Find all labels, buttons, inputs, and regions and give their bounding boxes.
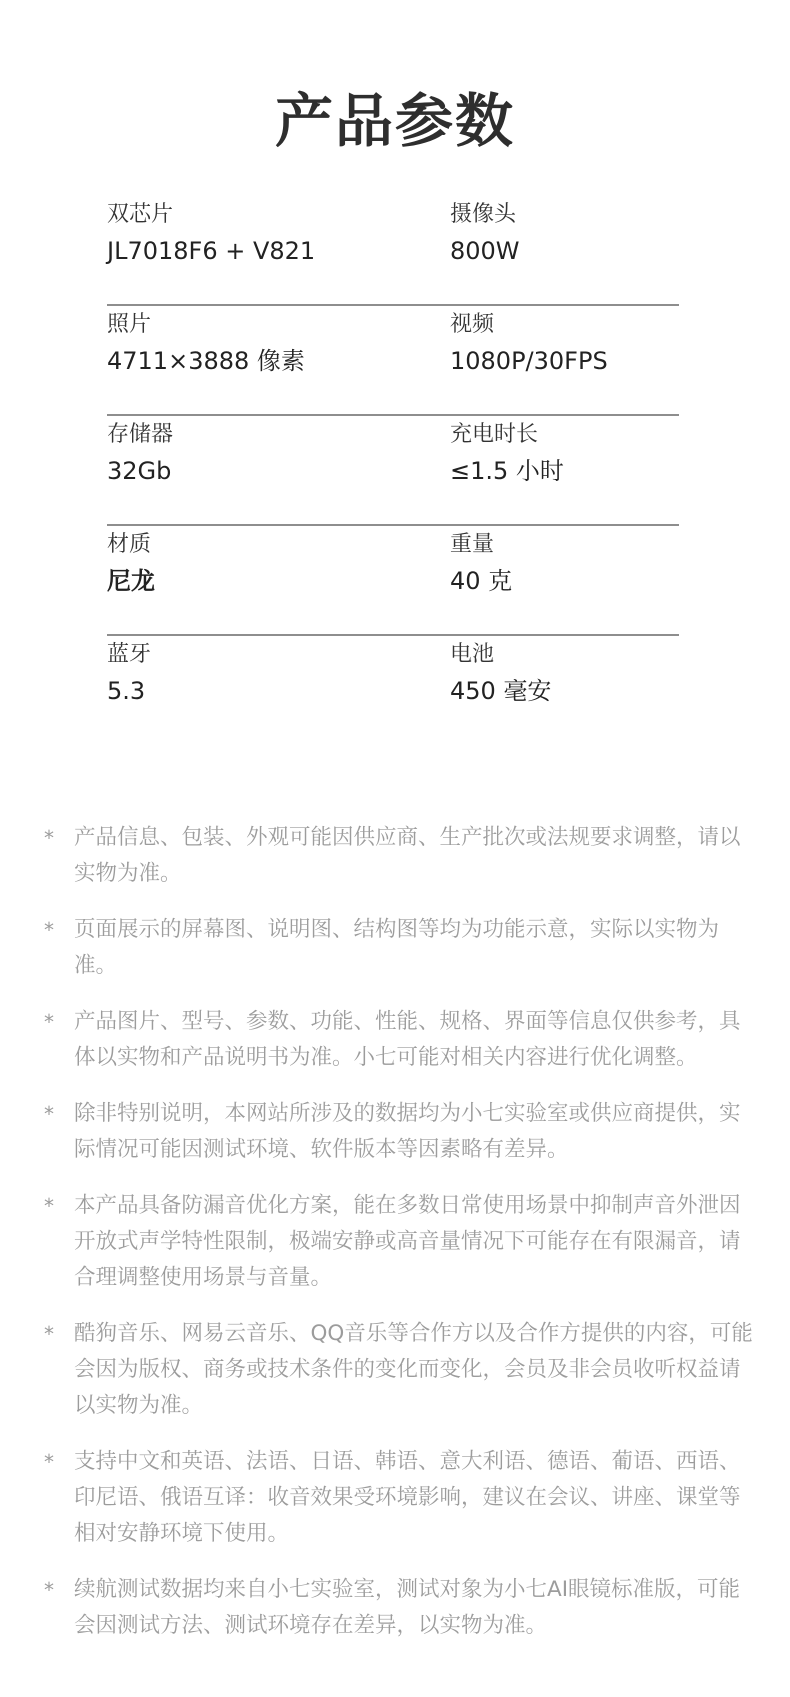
spec-label: 电池 [450,642,495,667]
spec-value: 32Gb [107,457,172,485]
note-item [40,820,755,892]
spec-row [107,636,679,746]
note-item [40,1316,755,1424]
page-title: 产品参数 [274,86,515,155]
spec-label: 重量 [450,532,495,557]
spec-chip [107,196,315,268]
note-item [40,912,755,984]
note-item [40,1572,755,1644]
spec-charge-time [450,416,564,488]
spec-label: 照片 [107,312,152,337]
spec-value: 450 毫安 [450,677,552,705]
note-text: 支持中文和英语、法语、日语、韩语、意大利语、德语、葡语、西语、印尼语、俄语互译：收音效果受环境影响，建议在会议、讲座、课堂等相对安静环境下使用。 [74,1449,741,1546]
spec-row [107,196,679,306]
spec-label: 蓝牙 [107,642,152,667]
note-item [40,1004,755,1076]
spec-battery [450,636,551,708]
asterisk-icon: * [44,1450,54,1474]
spec-photo [107,306,305,378]
spec-row [107,306,679,416]
asterisk-icon: * [44,1102,54,1126]
note-text: 本产品具备防漏音优化方案，能在多数日常使用场景中抑制声音外泄因开放式声学特性限制，极端安静或高音量情况下可能存在有限漏音，请合理调整使用场景与音量。 [74,1193,741,1290]
note-text: 续航测试数据均来自小七实验室，测试对象为小七AI眼镜标准版，可能会因测试方法、测试环境存在差异，以实物为准。 [74,1577,741,1638]
spec-value: ≤1.5 小时 [450,457,564,485]
spec-weight [450,526,512,598]
spec-label: 视频 [450,312,495,337]
disclaimer-notes [40,820,755,1664]
note-text: 除非特别说明，本网站所涉及的数据均为小七实验室或供应商提供，实际情况可能因测试环境、软件版本等因素略有差异。 [74,1101,741,1162]
spec-value: 40 克 [450,567,513,595]
spec-value: 800W [450,237,520,265]
spec-video [450,306,608,378]
asterisk-icon: * [44,1578,54,1602]
asterisk-icon: * [44,1010,54,1034]
spec-bluetooth [107,636,151,708]
spec-row [107,416,679,526]
note-item [40,1188,755,1296]
note-text: 产品信息、包装、外观可能因供应商、生产批次或法规要求调整，请以实物为准。 [74,825,741,886]
spec-value: 尼龙 [107,567,155,595]
spec-value: 4711×3888 像素 [107,347,305,375]
spec-storage [107,416,173,488]
spec-label: 充电时长 [450,422,539,447]
spec-value: 5.3 [107,677,146,705]
spec-camera [450,196,520,268]
asterisk-icon: * [44,826,54,850]
spec-value: 1080P/30FPS [450,347,608,375]
spec-material [107,526,155,598]
note-item [40,1444,755,1552]
spec-table [107,196,679,746]
spec-label: 双芯片 [107,202,174,227]
asterisk-icon: * [44,1322,54,1346]
asterisk-icon: * [44,918,54,942]
note-item [40,1096,755,1168]
note-text: 酷狗音乐、网易云音乐、QQ音乐等合作方以及合作方提供的内容，可能会因为版权、商务或技术条件的变化而变化，会员及非会员收听权益请以实物为准。 [74,1321,753,1418]
spec-row [107,526,679,636]
note-text: 页面展示的屏幕图、说明图、结构图等均为功能示意，实际以实物为准。 [74,917,720,978]
spec-label: 材质 [107,532,152,557]
spec-value: JL7018F6 + V821 [107,237,316,265]
note-text: 产品图片、型号、参数、功能、性能、规格、界面等信息仅供参考，具体以实物和产品说明书为准。小七可能对相关内容进行优化调整。 [74,1009,741,1070]
asterisk-icon: * [44,1194,54,1218]
spec-label: 存储器 [107,422,174,447]
spec-label: 摄像头 [450,202,517,227]
